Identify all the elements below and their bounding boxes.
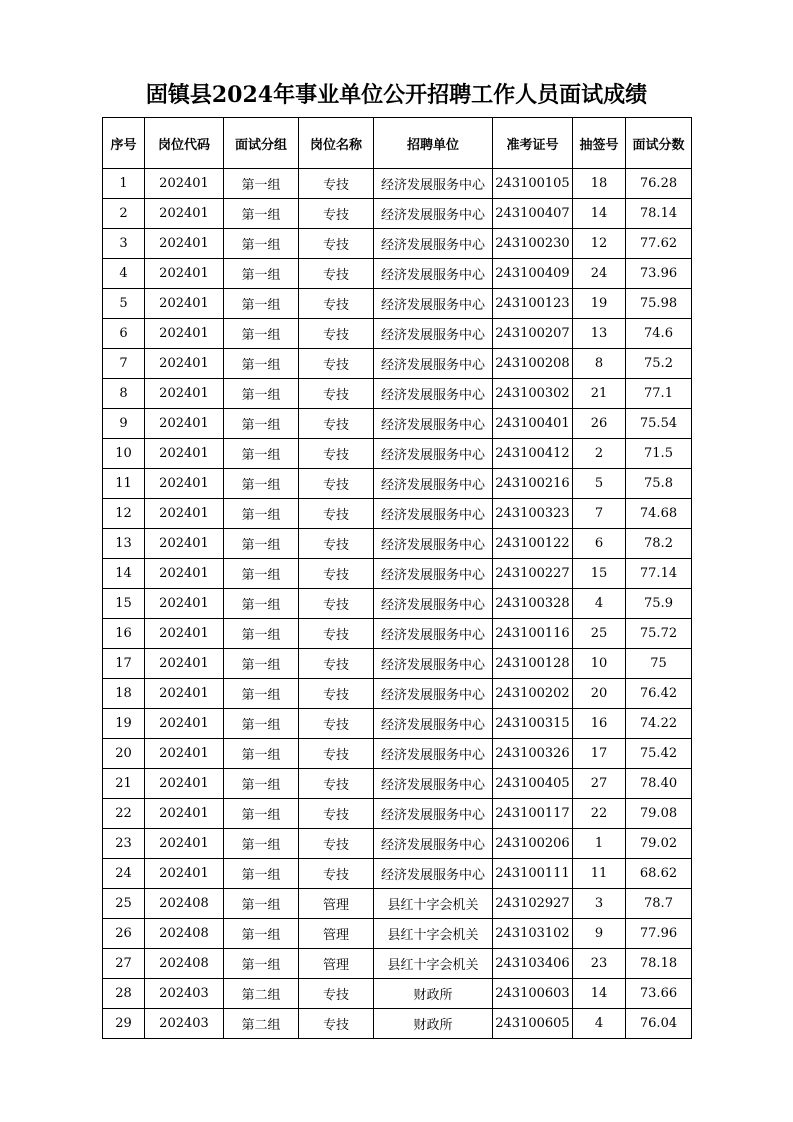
col-interview-score: 73.66 <box>626 979 692 1009</box>
col-index: 27 <box>103 949 145 979</box>
col-post-code: 202403 <box>145 979 224 1009</box>
col-post-name: 专技 <box>299 1009 374 1039</box>
col-interview-group: 第一组 <box>224 499 299 529</box>
col-post-name: 专技 <box>299 169 374 199</box>
table-row <box>103 709 692 739</box>
header-col-interview-group: 面试分组 <box>224 118 299 169</box>
col-post-name: 专技 <box>299 769 374 799</box>
table-row <box>103 859 692 889</box>
col-interview-group: 第一组 <box>224 889 299 919</box>
col-exam-number: 243100227 <box>493 559 573 589</box>
col-draw-number: 14 <box>573 199 626 229</box>
col-post-name: 专技 <box>299 859 374 889</box>
col-employer: 县红十字会机关 <box>374 889 493 919</box>
table-row <box>103 439 692 469</box>
col-interview-score: 75.8 <box>626 469 692 499</box>
col-post-code: 202401 <box>145 259 224 289</box>
col-post-name: 专技 <box>299 259 374 289</box>
col-employer: 经济发展服务中心 <box>374 649 493 679</box>
col-exam-number: 243100117 <box>493 799 573 829</box>
col-interview-group: 第一组 <box>224 739 299 769</box>
col-exam-number: 243100206 <box>493 829 573 859</box>
col-draw-number: 19 <box>573 289 626 319</box>
col-post-code: 202408 <box>145 949 224 979</box>
col-interview-score: 74.68 <box>626 499 692 529</box>
col-interview-group: 第一组 <box>224 559 299 589</box>
col-post-name: 管理 <box>299 889 374 919</box>
col-post-code: 202401 <box>145 379 224 409</box>
col-interview-score: 78.40 <box>626 769 692 799</box>
col-post-code: 202408 <box>145 919 224 949</box>
col-employer: 经济发展服务中心 <box>374 229 493 259</box>
col-draw-number: 1 <box>573 829 626 859</box>
col-exam-number: 243100407 <box>493 199 573 229</box>
table-row <box>103 619 692 649</box>
col-employer: 经济发展服务中心 <box>374 619 493 649</box>
col-interview-group: 第一组 <box>224 469 299 499</box>
header-col-index: 序号 <box>103 118 145 169</box>
col-draw-number: 16 <box>573 709 626 739</box>
col-draw-number: 22 <box>573 799 626 829</box>
col-post-name: 专技 <box>299 619 374 649</box>
col-interview-score: 78.7 <box>626 889 692 919</box>
col-draw-number: 4 <box>573 1009 626 1039</box>
col-exam-number: 243100315 <box>493 709 573 739</box>
col-exam-number: 243100122 <box>493 529 573 559</box>
col-draw-number: 20 <box>573 679 626 709</box>
col-index: 4 <box>103 259 145 289</box>
col-interview-score: 75.72 <box>626 619 692 649</box>
table-row <box>103 379 692 409</box>
col-interview-score: 78.14 <box>626 199 692 229</box>
col-post-name: 专技 <box>299 319 374 349</box>
col-interview-score: 77.14 <box>626 559 692 589</box>
col-exam-number: 243100401 <box>493 409 573 439</box>
col-interview-group: 第一组 <box>224 679 299 709</box>
col-draw-number: 26 <box>573 409 626 439</box>
col-index: 20 <box>103 739 145 769</box>
col-index: 28 <box>103 979 145 1009</box>
col-post-code: 202401 <box>145 199 224 229</box>
col-employer: 经济发展服务中心 <box>374 169 493 199</box>
col-exam-number: 243100111 <box>493 859 573 889</box>
col-employer: 经济发展服务中心 <box>374 829 493 859</box>
col-post-name: 专技 <box>299 559 374 589</box>
col-exam-number: 243102927 <box>493 889 573 919</box>
col-interview-score: 74.22 <box>626 709 692 739</box>
col-draw-number: 7 <box>573 499 626 529</box>
col-exam-number: 243100202 <box>493 679 573 709</box>
col-employer: 经济发展服务中心 <box>374 439 493 469</box>
col-index: 5 <box>103 289 145 319</box>
col-index: 13 <box>103 529 145 559</box>
col-interview-score: 68.62 <box>626 859 692 889</box>
col-draw-number: 15 <box>573 559 626 589</box>
table-row <box>103 799 692 829</box>
col-post-name: 专技 <box>299 529 374 559</box>
col-exam-number: 243100128 <box>493 649 573 679</box>
col-exam-number: 243100323 <box>493 499 573 529</box>
col-draw-number: 6 <box>573 529 626 559</box>
col-employer: 经济发展服务中心 <box>374 739 493 769</box>
col-exam-number: 243100207 <box>493 319 573 349</box>
col-employer: 经济发展服务中心 <box>374 409 493 439</box>
col-post-code: 202401 <box>145 769 224 799</box>
col-employer: 经济发展服务中心 <box>374 319 493 349</box>
col-index: 6 <box>103 319 145 349</box>
col-interview-group: 第一组 <box>224 289 299 319</box>
col-employer: 经济发展服务中心 <box>374 589 493 619</box>
col-exam-number: 243100116 <box>493 619 573 649</box>
col-post-code: 202401 <box>145 709 224 739</box>
col-post-code: 202401 <box>145 499 224 529</box>
header-col-post-name: 岗位名称 <box>299 118 374 169</box>
col-interview-score: 73.96 <box>626 259 692 289</box>
col-post-code: 202403 <box>145 1009 224 1039</box>
col-interview-score: 75.42 <box>626 739 692 769</box>
table-row <box>103 679 692 709</box>
col-index: 21 <box>103 769 145 799</box>
table-row <box>103 889 692 919</box>
col-employer: 经济发展服务中心 <box>374 799 493 829</box>
col-interview-group: 第二组 <box>224 1009 299 1039</box>
col-interview-group: 第一组 <box>224 709 299 739</box>
col-exam-number: 243100412 <box>493 439 573 469</box>
col-exam-number: 243100216 <box>493 469 573 499</box>
col-interview-group: 第一组 <box>224 769 299 799</box>
col-index: 23 <box>103 829 145 859</box>
col-employer: 经济发展服务中心 <box>374 679 493 709</box>
table-row <box>103 229 692 259</box>
table-row <box>103 529 692 559</box>
col-post-name: 专技 <box>299 499 374 529</box>
col-post-code: 202401 <box>145 859 224 889</box>
col-draw-number: 14 <box>573 979 626 1009</box>
col-employer: 经济发展服务中心 <box>374 769 493 799</box>
col-post-name: 专技 <box>299 589 374 619</box>
col-post-code: 202401 <box>145 529 224 559</box>
table-row <box>103 829 692 859</box>
col-draw-number: 8 <box>573 349 626 379</box>
table-row <box>103 769 692 799</box>
col-draw-number: 10 <box>573 649 626 679</box>
col-interview-score: 76.28 <box>626 169 692 199</box>
col-interview-group: 第一组 <box>224 169 299 199</box>
col-post-name: 专技 <box>299 649 374 679</box>
col-post-name: 管理 <box>299 919 374 949</box>
col-draw-number: 3 <box>573 889 626 919</box>
col-exam-number: 243100603 <box>493 979 573 1009</box>
table-row <box>103 319 692 349</box>
col-draw-number: 12 <box>573 229 626 259</box>
col-exam-number: 243100123 <box>493 289 573 319</box>
col-employer: 经济发展服务中心 <box>374 259 493 289</box>
table-row <box>103 589 692 619</box>
col-interview-group: 第一组 <box>224 409 299 439</box>
col-index: 10 <box>103 439 145 469</box>
col-interview-group: 第一组 <box>224 589 299 619</box>
col-post-name: 管理 <box>299 949 374 979</box>
col-draw-number: 2 <box>573 439 626 469</box>
col-interview-group: 第一组 <box>224 349 299 379</box>
col-post-code: 202401 <box>145 409 224 439</box>
col-post-name: 专技 <box>299 199 374 229</box>
col-index: 11 <box>103 469 145 499</box>
col-post-name: 专技 <box>299 379 374 409</box>
col-exam-number: 243103102 <box>493 919 573 949</box>
col-index: 12 <box>103 499 145 529</box>
table-row <box>103 169 692 199</box>
col-interview-group: 第一组 <box>224 319 299 349</box>
col-draw-number: 21 <box>573 379 626 409</box>
col-exam-number: 243100208 <box>493 349 573 379</box>
col-interview-group: 第一组 <box>224 229 299 259</box>
col-employer: 经济发展服务中心 <box>374 499 493 529</box>
table-body <box>103 169 692 1039</box>
col-interview-group: 第一组 <box>224 259 299 289</box>
interview-scores-table <box>102 117 692 1039</box>
col-post-code: 202401 <box>145 589 224 619</box>
col-interview-score: 79.08 <box>626 799 692 829</box>
col-employer: 经济发展服务中心 <box>374 349 493 379</box>
col-exam-number: 243100605 <box>493 1009 573 1039</box>
col-interview-score: 75.9 <box>626 589 692 619</box>
col-index: 7 <box>103 349 145 379</box>
col-post-name: 专技 <box>299 469 374 499</box>
col-index: 1 <box>103 169 145 199</box>
col-post-code: 202401 <box>145 739 224 769</box>
header-col-exam-number: 准考证号 <box>493 118 573 169</box>
col-employer: 经济发展服务中心 <box>374 379 493 409</box>
col-post-name: 专技 <box>299 229 374 259</box>
col-interview-score: 77.96 <box>626 919 692 949</box>
col-exam-number: 243100326 <box>493 739 573 769</box>
col-post-name: 专技 <box>299 979 374 1009</box>
col-draw-number: 5 <box>573 469 626 499</box>
col-interview-score: 76.04 <box>626 1009 692 1039</box>
header-col-post-code: 岗位代码 <box>145 118 224 169</box>
col-interview-score: 76.42 <box>626 679 692 709</box>
col-employer: 县红十字会机关 <box>374 919 493 949</box>
col-employer: 经济发展服务中心 <box>374 859 493 889</box>
col-interview-group: 第一组 <box>224 439 299 469</box>
col-post-code: 202408 <box>145 889 224 919</box>
col-post-name: 专技 <box>299 289 374 319</box>
col-post-name: 专技 <box>299 799 374 829</box>
col-interview-score: 78.18 <box>626 949 692 979</box>
table-row <box>103 919 692 949</box>
col-index: 19 <box>103 709 145 739</box>
col-index: 8 <box>103 379 145 409</box>
col-interview-score: 75 <box>626 649 692 679</box>
col-interview-group: 第一组 <box>224 199 299 229</box>
col-index: 24 <box>103 859 145 889</box>
col-index: 22 <box>103 799 145 829</box>
col-index: 26 <box>103 919 145 949</box>
col-exam-number: 243100405 <box>493 769 573 799</box>
col-post-name: 专技 <box>299 409 374 439</box>
col-post-code: 202401 <box>145 319 224 349</box>
table-header-row <box>103 118 692 169</box>
table-row <box>103 499 692 529</box>
page-title: 固镇县2024年事业单位公开招聘工作人员面试成绩 <box>145 82 648 108</box>
col-draw-number: 11 <box>573 859 626 889</box>
col-employer: 县红十字会机关 <box>374 949 493 979</box>
col-employer: 经济发展服务中心 <box>374 709 493 739</box>
col-post-code: 202401 <box>145 229 224 259</box>
col-post-code: 202401 <box>145 619 224 649</box>
col-exam-number: 243103406 <box>493 949 573 979</box>
col-draw-number: 23 <box>573 949 626 979</box>
col-post-name: 专技 <box>299 439 374 469</box>
col-draw-number: 17 <box>573 739 626 769</box>
col-interview-score: 75.54 <box>626 409 692 439</box>
table-row <box>103 1009 692 1039</box>
header-col-draw-number: 抽签号 <box>573 118 626 169</box>
table-row <box>103 349 692 379</box>
col-interview-score: 77.62 <box>626 229 692 259</box>
col-post-name: 专技 <box>299 679 374 709</box>
col-post-code: 202401 <box>145 559 224 589</box>
col-exam-number: 243100105 <box>493 169 573 199</box>
col-interview-group: 第一组 <box>224 919 299 949</box>
col-draw-number: 27 <box>573 769 626 799</box>
col-post-code: 202401 <box>145 349 224 379</box>
col-interview-score: 75.98 <box>626 289 692 319</box>
col-draw-number: 18 <box>573 169 626 199</box>
col-interview-group: 第一组 <box>224 949 299 979</box>
table-row <box>103 199 692 229</box>
col-interview-group: 第一组 <box>224 619 299 649</box>
col-index: 25 <box>103 889 145 919</box>
col-exam-number: 243100409 <box>493 259 573 289</box>
col-interview-group: 第一组 <box>224 799 299 829</box>
col-draw-number: 13 <box>573 319 626 349</box>
col-index: 3 <box>103 229 145 259</box>
col-employer: 经济发展服务中心 <box>374 199 493 229</box>
col-draw-number: 24 <box>573 259 626 289</box>
col-index: 9 <box>103 409 145 439</box>
col-post-code: 202401 <box>145 439 224 469</box>
col-post-name: 专技 <box>299 709 374 739</box>
col-interview-group: 第二组 <box>224 979 299 1009</box>
col-interview-score: 75.2 <box>626 349 692 379</box>
table-row <box>103 469 692 499</box>
col-post-code: 202401 <box>145 649 224 679</box>
col-exam-number: 243100230 <box>493 229 573 259</box>
col-post-name: 专技 <box>299 829 374 859</box>
table-row <box>103 289 692 319</box>
col-post-name: 专技 <box>299 349 374 379</box>
col-employer: 经济发展服务中心 <box>374 469 493 499</box>
col-post-name: 专技 <box>299 739 374 769</box>
header-col-employer: 招聘单位 <box>374 118 493 169</box>
col-employer: 财政所 <box>374 979 493 1009</box>
col-interview-score: 74.6 <box>626 319 692 349</box>
col-interview-group: 第一组 <box>224 859 299 889</box>
header-col-interview-score: 面试分数 <box>626 118 692 169</box>
col-post-code: 202401 <box>145 799 224 829</box>
col-interview-score: 77.1 <box>626 379 692 409</box>
col-employer: 经济发展服务中心 <box>374 289 493 319</box>
col-draw-number: 4 <box>573 589 626 619</box>
table-row <box>103 409 692 439</box>
col-interview-group: 第一组 <box>224 649 299 679</box>
col-index: 2 <box>103 199 145 229</box>
col-exam-number: 243100328 <box>493 589 573 619</box>
col-index: 15 <box>103 589 145 619</box>
col-interview-score: 71.5 <box>626 439 692 469</box>
table-row <box>103 559 692 589</box>
col-employer: 经济发展服务中心 <box>374 529 493 559</box>
col-draw-number: 25 <box>573 619 626 649</box>
col-index: 14 <box>103 559 145 589</box>
col-post-code: 202401 <box>145 679 224 709</box>
col-post-code: 202401 <box>145 829 224 859</box>
col-employer: 财政所 <box>374 1009 493 1039</box>
col-employer: 经济发展服务中心 <box>374 559 493 589</box>
col-index: 17 <box>103 649 145 679</box>
col-interview-group: 第一组 <box>224 529 299 559</box>
table-row <box>103 739 692 769</box>
table-row <box>103 259 692 289</box>
col-post-code: 202401 <box>145 289 224 319</box>
table-row <box>103 649 692 679</box>
col-interview-score: 78.2 <box>626 529 692 559</box>
col-draw-number: 9 <box>573 919 626 949</box>
col-interview-group: 第一组 <box>224 379 299 409</box>
col-interview-score: 79.02 <box>626 829 692 859</box>
col-post-code: 202401 <box>145 469 224 499</box>
col-interview-group: 第一组 <box>224 829 299 859</box>
col-index: 18 <box>103 679 145 709</box>
table-row <box>103 979 692 1009</box>
table-row <box>103 949 692 979</box>
col-exam-number: 243100302 <box>493 379 573 409</box>
col-index: 16 <box>103 619 145 649</box>
col-post-code: 202401 <box>145 169 224 199</box>
col-index: 29 <box>103 1009 145 1039</box>
